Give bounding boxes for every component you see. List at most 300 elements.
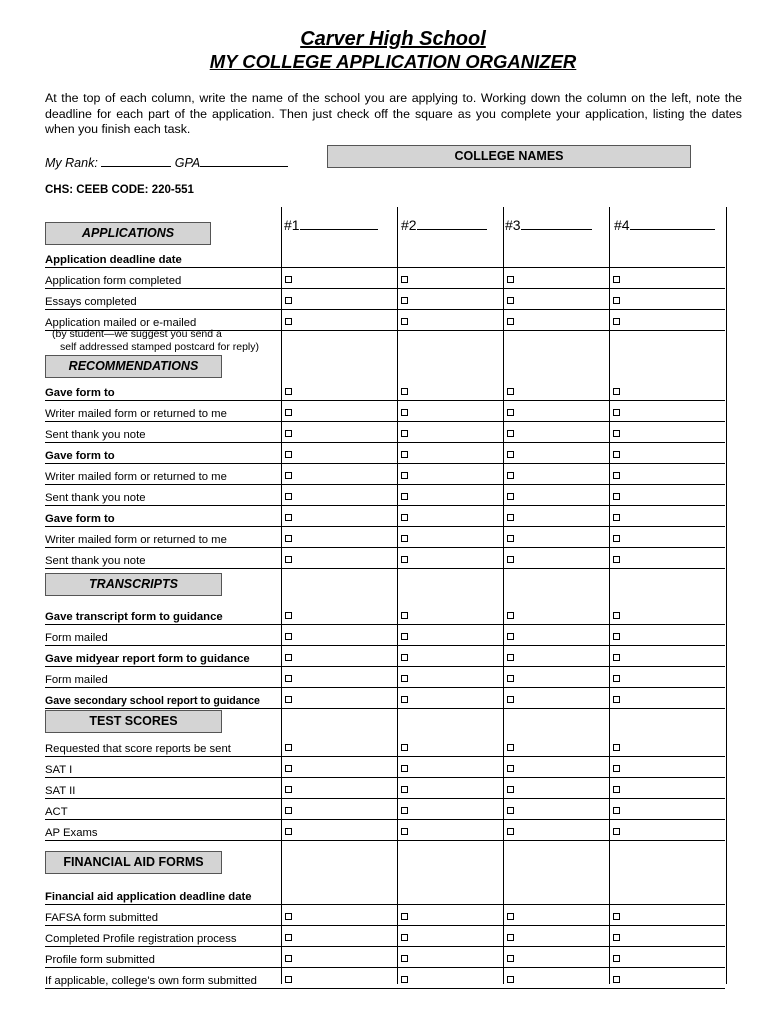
task-date-cell[interactable] xyxy=(397,805,503,820)
instructions-paragraph: At the top of each column, write the name of the school you are applying to. Working down the column on the left, note the deadline for each part of the application. Then just check off the square as you complete your application, listing the dates when you finish each task. xyxy=(45,91,742,136)
task-date-cell[interactable] xyxy=(397,784,503,799)
task-date-cell[interactable] xyxy=(503,890,609,905)
checkbox[interactable] xyxy=(507,696,514,703)
section-applications: APPLICATIONS xyxy=(45,222,211,245)
checkbox[interactable] xyxy=(613,744,620,751)
task-date-cell[interactable] xyxy=(609,932,725,947)
task-row xyxy=(0,947,770,968)
checkbox[interactable] xyxy=(507,955,514,962)
task-row xyxy=(0,485,770,506)
checkbox[interactable] xyxy=(285,409,292,416)
checkbox[interactable] xyxy=(285,556,292,563)
task-date-cell[interactable] xyxy=(281,316,397,331)
checkbox[interactable] xyxy=(285,276,292,283)
task-label: Form mailed xyxy=(45,673,281,688)
checkbox[interactable] xyxy=(613,976,620,983)
task-date-cell[interactable] xyxy=(609,533,725,548)
task-label: Sent thank you note xyxy=(45,491,281,506)
task-date-cell[interactable] xyxy=(609,784,725,799)
task-date-cell[interactable] xyxy=(281,826,397,841)
task-date-cell[interactable] xyxy=(503,533,609,548)
checkbox[interactable] xyxy=(285,633,292,640)
task-date-cell[interactable] xyxy=(281,890,397,905)
task-label: Gave midyear report form to guidance xyxy=(45,652,281,667)
task-date-cell[interactable] xyxy=(281,974,397,989)
task-date-cell[interactable] xyxy=(503,826,609,841)
task-label: Profile form submitted xyxy=(45,953,281,968)
checkbox[interactable] xyxy=(285,765,292,772)
checkbox[interactable] xyxy=(507,828,514,835)
task-date-cell[interactable] xyxy=(609,631,725,646)
task-date-cell[interactable] xyxy=(609,974,725,989)
task-date-cell[interactable] xyxy=(397,694,503,709)
task-label: Completed Profile registration process xyxy=(45,932,281,947)
checkbox[interactable] xyxy=(401,633,408,640)
task-date-cell[interactable] xyxy=(609,742,725,757)
mailing-note-line2: self addressed stamped postcard for reply) xyxy=(60,341,260,353)
gpa-label: GPA xyxy=(174,156,201,170)
task-date-cell[interactable] xyxy=(281,295,397,310)
checkbox[interactable] xyxy=(613,913,620,920)
task-date-cell[interactable] xyxy=(397,974,503,989)
checkbox[interactable] xyxy=(507,430,514,437)
task-date-cell[interactable] xyxy=(281,932,397,947)
checkbox[interactable] xyxy=(613,514,620,521)
checkbox[interactable] xyxy=(401,430,408,437)
college-name-blank[interactable] xyxy=(521,215,592,230)
task-label: Application deadline date xyxy=(45,253,281,268)
task-date-cell[interactable] xyxy=(281,652,397,667)
task-row xyxy=(0,667,770,688)
task-date-cell[interactable] xyxy=(503,763,609,778)
checkbox[interactable] xyxy=(285,388,292,395)
task-label: Form mailed xyxy=(45,631,281,646)
school-title: Carver High School xyxy=(300,28,486,50)
task-date-cell[interactable] xyxy=(609,449,725,464)
mailing-note-line1: (by student—we suggest you send a xyxy=(52,328,222,340)
checkbox[interactable] xyxy=(613,409,620,416)
checkbox[interactable] xyxy=(401,828,408,835)
checkbox[interactable] xyxy=(401,934,408,941)
task-label: SAT II xyxy=(45,784,281,799)
task-label: ACT xyxy=(45,805,281,820)
task-date-cell[interactable] xyxy=(281,491,397,506)
checkbox[interactable] xyxy=(613,807,620,814)
task-row xyxy=(0,799,770,820)
task-label: If applicable, college's own form submitted xyxy=(45,974,281,989)
checkbox[interactable] xyxy=(613,297,620,304)
task-date-cell[interactable] xyxy=(281,742,397,757)
checkbox[interactable] xyxy=(507,409,514,416)
checkbox[interactable] xyxy=(285,514,292,521)
checkbox[interactable] xyxy=(401,696,408,703)
college-name-blank[interactable] xyxy=(417,215,487,230)
task-date-cell[interactable] xyxy=(397,763,503,778)
section-transcripts: TRANSCRIPTS xyxy=(45,573,222,596)
checkbox[interactable] xyxy=(285,451,292,458)
task-date-cell[interactable] xyxy=(503,470,609,485)
checkbox[interactable] xyxy=(285,976,292,983)
task-label: Gave form to xyxy=(45,386,281,401)
task-date-cell[interactable] xyxy=(609,512,725,527)
task-date-cell[interactable] xyxy=(503,253,609,268)
task-label: Requested that score reports be sent xyxy=(45,742,281,757)
task-label: Gave form to xyxy=(45,449,281,464)
section-test-scores: TEST SCORES xyxy=(45,710,222,733)
task-date-cell[interactable] xyxy=(281,449,397,464)
checkbox[interactable] xyxy=(285,535,292,542)
task-label: AP Exams xyxy=(45,826,281,841)
checkbox[interactable] xyxy=(507,493,514,500)
task-label: Gave transcript form to guidance xyxy=(45,610,281,625)
task-date-cell[interactable] xyxy=(281,533,397,548)
gpa-field[interactable] xyxy=(200,155,288,167)
task-date-cell[interactable] xyxy=(397,932,503,947)
checkbox[interactable] xyxy=(401,744,408,751)
task-row xyxy=(0,736,770,757)
task-date-cell[interactable] xyxy=(609,890,725,905)
task-date-cell[interactable] xyxy=(281,673,397,688)
task-date-cell[interactable] xyxy=(609,554,725,569)
task-date-cell[interactable] xyxy=(397,428,503,443)
checkbox[interactable] xyxy=(285,955,292,962)
task-row xyxy=(0,778,770,799)
task-date-cell[interactable] xyxy=(503,274,609,289)
task-date-cell[interactable] xyxy=(397,652,503,667)
task-date-cell[interactable] xyxy=(609,274,725,289)
task-date-cell[interactable] xyxy=(503,449,609,464)
checkbox[interactable] xyxy=(285,430,292,437)
task-date-cell[interactable] xyxy=(397,407,503,422)
task-date-cell[interactable] xyxy=(503,953,609,968)
task-date-cell[interactable] xyxy=(397,890,503,905)
task-row xyxy=(0,625,770,646)
ceeb-code: CHS: CEEB CODE: 220-551 xyxy=(45,184,194,196)
task-date-cell[interactable] xyxy=(397,491,503,506)
checkbox[interactable] xyxy=(285,934,292,941)
task-date-cell[interactable] xyxy=(281,763,397,778)
task-row xyxy=(0,926,770,947)
checkbox[interactable] xyxy=(613,765,620,772)
task-date-cell[interactable] xyxy=(503,512,609,527)
checkbox[interactable] xyxy=(401,535,408,542)
checkbox[interactable] xyxy=(613,388,620,395)
task-row xyxy=(0,820,770,841)
task-date-cell[interactable] xyxy=(503,652,609,667)
checkbox[interactable] xyxy=(401,913,408,920)
task-date-cell[interactable] xyxy=(503,784,609,799)
task-date-cell[interactable] xyxy=(397,470,503,485)
checkbox[interactable] xyxy=(613,318,620,325)
task-date-cell[interactable] xyxy=(397,512,503,527)
checkbox[interactable] xyxy=(507,807,514,814)
task-date-cell[interactable] xyxy=(397,911,503,926)
task-date-cell[interactable] xyxy=(397,631,503,646)
task-date-cell[interactable] xyxy=(609,407,725,422)
checkbox[interactable] xyxy=(613,633,620,640)
checkbox[interactable] xyxy=(401,955,408,962)
checkbox[interactable] xyxy=(507,976,514,983)
checkbox[interactable] xyxy=(507,633,514,640)
checkbox[interactable] xyxy=(613,654,620,661)
task-date-cell[interactable] xyxy=(503,673,609,688)
task-date-cell[interactable] xyxy=(503,610,609,625)
task-date-cell[interactable] xyxy=(397,610,503,625)
checkbox[interactable] xyxy=(507,744,514,751)
checkbox[interactable] xyxy=(507,786,514,793)
task-date-cell[interactable] xyxy=(281,512,397,527)
task-row xyxy=(0,289,770,310)
task-date-cell[interactable] xyxy=(609,673,725,688)
task-date-cell[interactable] xyxy=(503,805,609,820)
checkbox[interactable] xyxy=(285,828,292,835)
task-date-cell[interactable] xyxy=(503,554,609,569)
task-label: Sent thank you note xyxy=(45,554,281,569)
checkbox[interactable] xyxy=(285,472,292,479)
rank-gpa-line xyxy=(45,155,288,170)
checkbox[interactable] xyxy=(507,612,514,619)
task-row xyxy=(0,688,770,709)
task-row xyxy=(0,422,770,443)
checkbox[interactable] xyxy=(401,654,408,661)
checkbox[interactable] xyxy=(507,318,514,325)
checkbox[interactable] xyxy=(507,472,514,479)
checkbox[interactable] xyxy=(613,535,620,542)
checkbox[interactable] xyxy=(507,276,514,283)
task-row xyxy=(0,401,770,422)
task-date-cell[interactable] xyxy=(397,449,503,464)
task-date-cell[interactable] xyxy=(281,631,397,646)
checkbox[interactable] xyxy=(507,654,514,661)
task-date-cell[interactable] xyxy=(609,652,725,667)
task-date-cell[interactable] xyxy=(503,911,609,926)
checkbox[interactable] xyxy=(507,297,514,304)
task-label: Writer mailed form or returned to me xyxy=(45,407,281,422)
task-date-cell[interactable] xyxy=(397,295,503,310)
checkbox[interactable] xyxy=(285,675,292,682)
college-column-2[interactable] xyxy=(401,215,487,233)
checkbox[interactable] xyxy=(613,828,620,835)
task-row xyxy=(0,646,770,667)
checkbox[interactable] xyxy=(613,430,620,437)
checkbox[interactable] xyxy=(401,318,408,325)
task-row xyxy=(0,443,770,464)
task-date-cell[interactable] xyxy=(281,694,397,709)
task-label: Gave secondary school report to guidance xyxy=(45,694,281,709)
task-date-cell[interactable] xyxy=(397,316,503,331)
task-date-cell[interactable] xyxy=(281,428,397,443)
checkbox[interactable] xyxy=(285,786,292,793)
task-row xyxy=(0,380,770,401)
task-date-cell[interactable] xyxy=(609,470,725,485)
checkbox[interactable] xyxy=(401,765,408,772)
checkbox[interactable] xyxy=(507,556,514,563)
task-date-cell[interactable] xyxy=(397,554,503,569)
task-date-cell[interactable] xyxy=(281,554,397,569)
task-date-cell[interactable] xyxy=(281,274,397,289)
checkbox[interactable] xyxy=(613,612,620,619)
checkbox[interactable] xyxy=(507,514,514,521)
task-date-cell[interactable] xyxy=(503,932,609,947)
checkbox[interactable] xyxy=(613,955,620,962)
college-column-number: #3 xyxy=(505,217,521,233)
rank-label: My Rank: xyxy=(45,156,98,170)
task-row xyxy=(0,527,770,548)
task-label: Application mailed or e-mailed xyxy=(45,316,281,331)
checkbox[interactable] xyxy=(285,318,292,325)
college-name-blank[interactable] xyxy=(630,215,715,230)
task-date-cell[interactable] xyxy=(281,953,397,968)
checkbox[interactable] xyxy=(401,276,408,283)
task-date-cell[interactable] xyxy=(609,295,725,310)
task-date-cell[interactable] xyxy=(281,911,397,926)
task-date-cell[interactable] xyxy=(609,428,725,443)
task-date-cell[interactable] xyxy=(503,631,609,646)
task-row xyxy=(0,968,770,989)
checkbox[interactable] xyxy=(285,913,292,920)
checkbox[interactable] xyxy=(401,675,408,682)
college-column-number: #1 xyxy=(284,217,300,233)
checkbox[interactable] xyxy=(285,744,292,751)
task-date-cell[interactable] xyxy=(397,953,503,968)
checkbox[interactable] xyxy=(401,388,408,395)
checkbox[interactable] xyxy=(507,913,514,920)
checkbox[interactable] xyxy=(401,297,408,304)
checkbox[interactable] xyxy=(285,807,292,814)
checkbox[interactable] xyxy=(613,472,620,479)
task-date-cell[interactable] xyxy=(281,407,397,422)
checkbox[interactable] xyxy=(507,765,514,772)
task-date-cell[interactable] xyxy=(397,253,503,268)
checkbox[interactable] xyxy=(285,696,292,703)
task-date-cell[interactable] xyxy=(503,386,609,401)
task-label: Application form completed xyxy=(45,274,281,289)
checkbox[interactable] xyxy=(401,556,408,563)
task-label: Writer mailed form or returned to me xyxy=(45,533,281,548)
college-column-3[interactable] xyxy=(505,215,592,233)
task-date-cell[interactable] xyxy=(609,694,725,709)
task-date-cell[interactable] xyxy=(609,253,725,268)
task-date-cell[interactable] xyxy=(609,911,725,926)
section-financial-aid: FINANCIAL AID FORMS xyxy=(45,851,222,874)
checkbox[interactable] xyxy=(613,934,620,941)
task-date-cell[interactable] xyxy=(503,295,609,310)
task-date-cell[interactable] xyxy=(503,742,609,757)
rank-field[interactable] xyxy=(101,155,171,167)
college-column-4[interactable] xyxy=(614,215,715,233)
checkbox[interactable] xyxy=(285,654,292,661)
task-date-cell[interactable] xyxy=(503,694,609,709)
checkbox[interactable] xyxy=(285,493,292,500)
section-recommendations: RECOMMENDATIONS xyxy=(45,355,222,378)
checkbox[interactable] xyxy=(613,556,620,563)
task-label: SAT I xyxy=(45,763,281,778)
page-title: MY COLLEGE APPLICATION ORGANIZER xyxy=(209,51,577,72)
task-date-cell[interactable] xyxy=(397,826,503,841)
task-date-cell[interactable] xyxy=(503,407,609,422)
task-date-cell[interactable] xyxy=(281,253,397,268)
checkbox[interactable] xyxy=(285,612,292,619)
task-date-cell[interactable] xyxy=(281,610,397,625)
task-row xyxy=(0,905,770,926)
task-label: Gave form to xyxy=(45,512,281,527)
checkbox[interactable] xyxy=(401,472,408,479)
checkbox[interactable] xyxy=(507,675,514,682)
task-date-cell[interactable] xyxy=(609,763,725,778)
task-row xyxy=(0,506,770,527)
task-date-cell[interactable] xyxy=(503,428,609,443)
task-date-cell[interactable] xyxy=(609,953,725,968)
checkbox[interactable] xyxy=(613,786,620,793)
checkbox[interactable] xyxy=(613,675,620,682)
task-row xyxy=(0,548,770,569)
task-date-cell[interactable] xyxy=(609,386,725,401)
checkbox[interactable] xyxy=(285,297,292,304)
task-date-cell[interactable] xyxy=(281,805,397,820)
checkbox[interactable] xyxy=(507,934,514,941)
task-date-cell[interactable] xyxy=(397,533,503,548)
task-row xyxy=(0,464,770,485)
task-date-cell[interactable] xyxy=(397,274,503,289)
checkbox[interactable] xyxy=(401,807,408,814)
checkbox[interactable] xyxy=(613,493,620,500)
college-column-number: #2 xyxy=(401,217,417,233)
task-date-cell[interactable] xyxy=(281,784,397,799)
task-row xyxy=(0,268,770,289)
task-date-cell[interactable] xyxy=(281,386,397,401)
checkbox[interactable] xyxy=(401,514,408,521)
task-row xyxy=(0,757,770,778)
task-date-cell[interactable] xyxy=(281,470,397,485)
checkbox[interactable] xyxy=(507,451,514,458)
checkbox[interactable] xyxy=(401,612,408,619)
checkbox[interactable] xyxy=(507,535,514,542)
task-date-cell[interactable] xyxy=(609,805,725,820)
checkbox[interactable] xyxy=(507,388,514,395)
task-date-cell[interactable] xyxy=(503,316,609,331)
task-date-cell[interactable] xyxy=(397,386,503,401)
task-date-cell[interactable] xyxy=(609,826,725,841)
checkbox[interactable] xyxy=(613,276,620,283)
task-date-cell[interactable] xyxy=(609,316,725,331)
checkbox[interactable] xyxy=(401,976,408,983)
task-label: Essays completed xyxy=(45,295,281,310)
college-name-blank[interactable] xyxy=(300,215,378,230)
college-column-1[interactable] xyxy=(284,215,378,233)
task-date-cell[interactable] xyxy=(503,491,609,506)
checkbox[interactable] xyxy=(613,696,620,703)
task-date-cell[interactable] xyxy=(609,610,725,625)
task-label: Writer mailed form or returned to me xyxy=(45,470,281,485)
task-date-cell[interactable] xyxy=(609,491,725,506)
task-label: Sent thank you note xyxy=(45,428,281,443)
task-date-cell[interactable] xyxy=(397,742,503,757)
checkbox[interactable] xyxy=(401,451,408,458)
checkbox[interactable] xyxy=(613,451,620,458)
college-names-header: COLLEGE NAMES xyxy=(327,145,691,168)
task-row xyxy=(0,247,770,268)
task-date-cell[interactable] xyxy=(503,974,609,989)
task-date-cell[interactable] xyxy=(397,673,503,688)
checkbox[interactable] xyxy=(401,409,408,416)
task-row xyxy=(0,884,770,905)
college-column-number: #4 xyxy=(614,217,630,233)
task-row xyxy=(0,604,770,625)
checkbox[interactable] xyxy=(401,786,408,793)
checkbox[interactable] xyxy=(401,493,408,500)
task-label: FAFSA form submitted xyxy=(45,911,281,926)
task-label: Financial aid application deadline date xyxy=(45,890,281,905)
